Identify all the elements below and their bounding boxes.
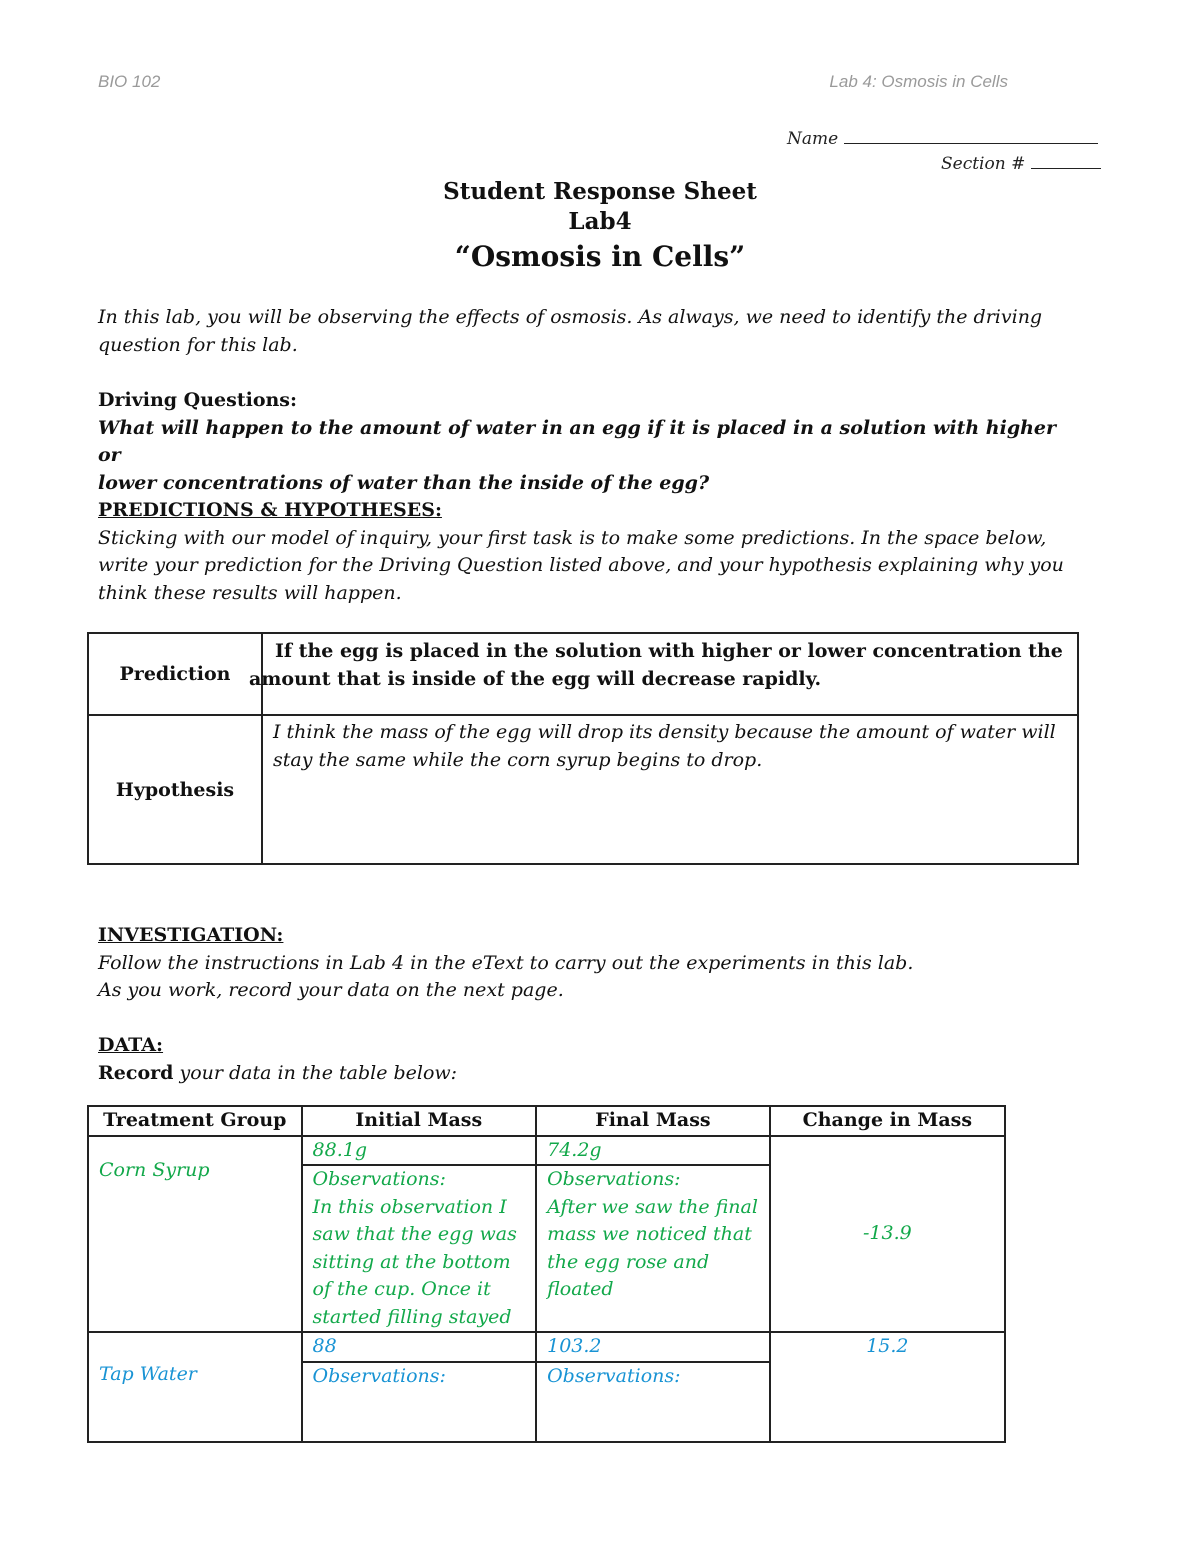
header-final-mass: Final Mass [536,1106,770,1136]
observation-line: started filling stayed [312,1305,512,1328]
sheet-title: Student Response Sheet [443,178,757,205]
prediction-answer[interactable] [249,633,1078,715]
predictions-section [98,497,1078,607]
observation-line: floated [547,1278,614,1300]
tap-water-initial-observations[interactable]: Observations: [302,1362,537,1442]
driving-question-line: What will happen to the amount of water in an egg if it is placed in a solution with higher or [98,416,1057,466]
data-heading: DATA: [98,1034,164,1056]
observation-line: saw that the egg was [312,1223,517,1245]
corn-syrup-group: Corn Syrup [88,1136,302,1333]
observation-line: Observations: [547,1168,681,1190]
lab-title: “Osmosis in Cells” [454,240,746,273]
data-section [98,1032,1078,1087]
corn-syrup-mass-row [88,1136,1005,1166]
tap-water-mass-row [88,1332,1005,1362]
observation-line: In this observation I [312,1195,507,1218]
prediction-hypothesis-table [87,632,1079,865]
hypothesis-text-line: I think the mass of the egg will drop its density because the amount of water will [273,721,1056,743]
corn-syrup-initial-observations[interactable] [302,1165,537,1332]
observation-line: of the cup. Once it [312,1278,491,1300]
investigation-section [98,922,1078,1005]
corn-syrup-initial-mass[interactable]: 88.1g [302,1136,537,1166]
predictions-text-line: think these results will happen. [98,581,402,604]
hypothesis-row [88,715,1078,864]
intro-paragraph [98,304,1078,359]
driving-heading: Driving Questions: [98,389,298,411]
tap-water-group: Tap Water [88,1332,302,1442]
tap-water-final-observations[interactable]: Observations: [536,1362,770,1442]
corn-syrup-change[interactable]: -13.9 [770,1136,1005,1333]
prediction-text-line: If the egg is placed in the solution with higher or lower concentration the [275,640,1063,662]
tap-water-final-mass[interactable]: 103.2 [536,1332,770,1362]
investigation-text-line: Follow the instructions in Lab 4 in the eText to carry out the experiments in this lab. [98,951,914,974]
section-blank[interactable] [1031,152,1101,169]
observation-line: After we saw the final [547,1195,758,1218]
tap-water-initial-mass[interactable]: 88 [302,1332,537,1362]
course-header: BIO 102 [98,72,161,91]
investigation-text-line: As you work, record your data on the next page. [98,979,564,1001]
prediction-row [88,633,1078,715]
corn-syrup-final-observations[interactable] [536,1165,770,1332]
data-instruction [98,1060,1078,1088]
section-label: Section # [941,154,1026,174]
data-table [87,1105,1006,1443]
header-change-in-mass: Change in Mass [770,1106,1005,1136]
header-treatment-group: Treatment Group [88,1106,302,1136]
predictions-text-line: Sticking with our model of inquiry, your first task is to make some predictions. In the space below, [98,526,1047,549]
predictions-heading: PREDICTIONS & HYPOTHESES: [98,499,442,521]
data-table-header-row [88,1106,1005,1136]
prediction-label: Prediction [88,633,262,715]
lab-header: Lab 4: Osmosis in Cells [829,72,1008,91]
title-block [0,177,1200,277]
observation-line: mass we noticed that [547,1223,752,1245]
section-field [941,152,1101,174]
observation-line: Observations: [312,1168,446,1190]
predictions-text-line: write your prediction for the Driving Question listed above, and your hypothesis explaining why you [98,554,1064,576]
observation-line: sitting at the bottom [312,1250,511,1273]
intro-line: question for this lab. [98,333,298,356]
name-field [787,127,1098,149]
record-rest: your data in the table below: [173,1061,458,1084]
observation-line: the egg rose and [547,1250,710,1273]
hypothesis-text-line: stay the same while the corn syrup begins to drop. [273,749,763,771]
name-blank[interactable] [844,127,1098,144]
lab-number: Lab4 [568,208,632,235]
prediction-text-line: amount that is inside of the egg will decrease rapidly. [249,668,822,690]
investigation-heading: INVESTIGATION: [98,924,284,946]
driving-questions [98,387,1078,497]
hypothesis-answer[interactable] [262,715,1078,864]
driving-question-line: lower concentrations of water than the inside of the egg? [98,471,710,494]
hypothesis-label: Hypothesis [88,715,262,864]
tap-water-change[interactable]: 15.2 [770,1332,1005,1442]
record-word: Record [98,1061,174,1084]
corn-syrup-final-mass[interactable]: 74.2g [536,1136,770,1166]
name-label: Name [787,129,839,149]
intro-line: In this lab, you will be observing the effects of osmosis. As always, we need to identify the driving [98,306,1043,328]
header-initial-mass: Initial Mass [302,1106,537,1136]
